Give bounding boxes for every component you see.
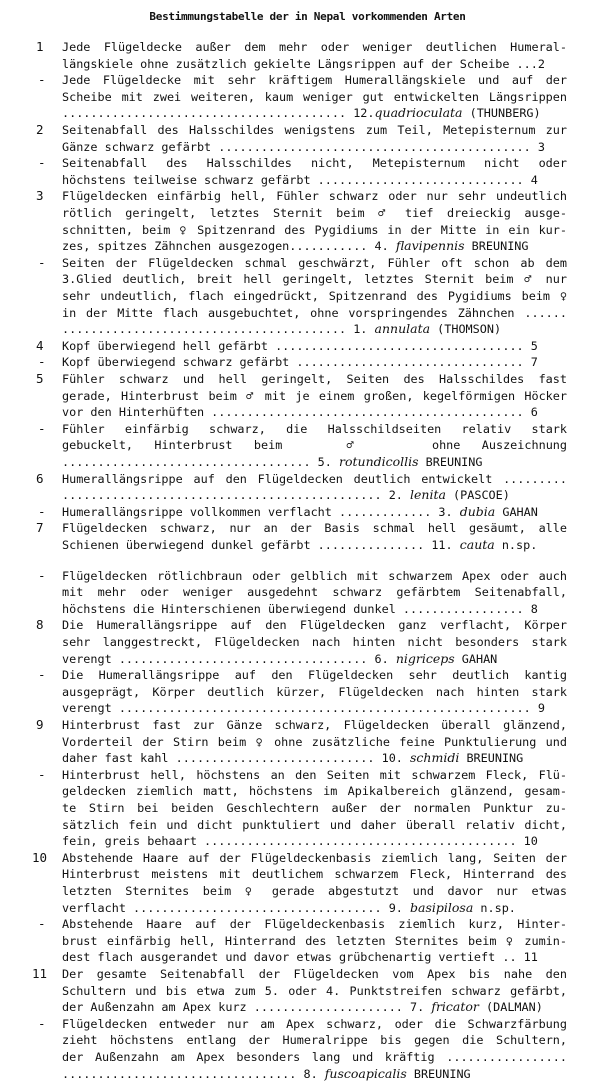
- text-line: [62, 105, 567, 122]
- text-line: [62, 338, 567, 355]
- couplet-number: -: [38, 567, 46, 583]
- text-line: [62, 388, 567, 405]
- line-text: Hinterbrust meistens mit deutlichem schwarzem Fleck, Hinterrand des: [62, 867, 567, 882]
- line-text: Fühler schwarz und hell geringelt, Seiten des Halsschildes fast: [62, 372, 567, 386]
- line-text: fein, greis behaart ............................................ 10: [62, 834, 538, 849]
- text-line: [62, 700, 567, 717]
- couplet-number: 8: [36, 617, 44, 633]
- couplet-text: [62, 39, 567, 72]
- text-line: [62, 172, 567, 189]
- couplet-number: -: [38, 254, 46, 270]
- text-line: [62, 999, 567, 1016]
- couplet-text: [62, 617, 567, 667]
- species-name: fricator: [431, 999, 479, 1015]
- text-line: [62, 56, 567, 73]
- line-text: Jede Flügeldecke mit sehr kräftigem Humerallängskiele und auf der: [62, 73, 567, 88]
- page-title: Bestimmungstabelle der in Nepal vorkommenden Arten: [149, 10, 466, 23]
- couplet-text: [62, 255, 567, 338]
- line-text: verengt ................................... 6.: [62, 651, 396, 666]
- text-line: [62, 1049, 567, 1066]
- text-line: [62, 255, 567, 272]
- couplet-text: [62, 568, 567, 618]
- line-text: brust einfärbig hell, Hinterrand des letzten Sternites beim ♀ zumin-: [62, 933, 567, 948]
- line-text: Flügeldecken schwarz, nur an der Basis schmal hell gesäumt, alle: [62, 521, 567, 536]
- couplet-number: 6: [36, 470, 44, 486]
- text-line: [62, 222, 567, 239]
- text-line: [62, 717, 567, 734]
- author-name: GAHAN: [454, 651, 498, 666]
- line-text: ausgeprägt, Körper deutlich kürzer, Flügeldecken nach hinten stark: [62, 684, 567, 699]
- line-text: Jede Flügeldecke außer dem mehr oder weniger deutlichen Humeral-: [62, 40, 567, 54]
- line-text: Die Humerallängsrippe auf den Flügeldecken ganz verflacht, Körper: [62, 618, 567, 633]
- author-name: BREUNING: [418, 454, 483, 469]
- species-name: basipilosa: [410, 899, 474, 915]
- text-line: [62, 188, 567, 205]
- text-line: [62, 354, 567, 371]
- line-text: gerade, Hinterbrust beim ♂ mit je einem großen, kegelförmigen Höcker: [62, 388, 567, 403]
- couplet-text: [62, 717, 567, 767]
- couplet-text: [62, 504, 567, 521]
- couplet-number: -: [38, 1015, 46, 1031]
- line-text: der Außenzahn am Apex besonders lang und kräftig .................: [62, 1049, 567, 1064]
- line-text: 3.Glied deutlich, breit hell geringelt, letztes Sternit beim ♂ nur: [62, 272, 567, 287]
- line-text: gebuckelt, Hinterbrust beim ♂ ohne Auszeichnung: [62, 438, 567, 453]
- text-line: [62, 584, 567, 601]
- text-line: [62, 454, 567, 471]
- text-line: [62, 817, 567, 834]
- text-line: [62, 617, 567, 634]
- line-text: te Stirn bei beiden Geschlechtern außer der normalen Punktur zu-: [62, 800, 567, 815]
- text-line: [62, 783, 567, 800]
- line-text: rötlich geringelt, letztes Sternit beim ♂ tief dreieckig ausge-: [62, 205, 567, 220]
- text-line: [62, 139, 567, 156]
- text-line: [62, 271, 567, 288]
- species-name: cauta: [459, 536, 495, 552]
- line-text: Gänze schwarz gefärbt ............................................ 3: [62, 139, 545, 154]
- author-name: GAHAN: [495, 504, 538, 519]
- line-text: sehr langgestreckt, Flügeldecken nach hinten nicht besonders stark: [62, 634, 567, 649]
- text-line: [62, 651, 567, 668]
- species-name: lenita: [410, 487, 446, 503]
- species-name: nigriceps: [395, 650, 455, 666]
- line-text: vor den Hinterhüften ............................................ 6: [62, 405, 538, 420]
- line-text: Abstehende Haare auf der Flügeldeckenbasis ziemlich kurz, Hinter-: [62, 917, 567, 932]
- text-line: [62, 933, 567, 950]
- line-text: geldecken ziemlich matt, höchstens im Apikalbereich glänzend, gesam-: [62, 784, 567, 799]
- author-name: (DALMAN): [478, 1000, 543, 1015]
- text-line: [62, 568, 567, 585]
- author-name: BREUNING: [406, 1066, 471, 1081]
- text-line: [62, 39, 567, 56]
- line-text: der Außenzahn am Apex kurz ..................... 7.: [62, 1000, 432, 1015]
- couplet-number: -: [38, 155, 46, 171]
- text-line: [62, 634, 567, 651]
- line-text: ........................................ 12.: [62, 106, 375, 121]
- text-line: [62, 1066, 567, 1082]
- couplet-number: 3: [36, 188, 44, 204]
- line-text: Fühler einfärbig schwarz, die Halsschildseiten relativ stark: [62, 421, 567, 436]
- line-text: verflacht ................................... 9.: [62, 900, 411, 915]
- author-name: (PASCOE): [445, 488, 510, 503]
- couplet-text: [62, 421, 567, 471]
- text-line: [62, 601, 567, 618]
- text-line: [62, 288, 567, 305]
- text-line: [62, 866, 567, 883]
- text-line: [62, 371, 567, 388]
- text-line: [62, 916, 567, 933]
- couplet-number: -: [38, 503, 46, 519]
- couplet-number: 9: [36, 717, 44, 732]
- text-line: [62, 667, 567, 684]
- line-text: Der gesamte Seitenabfall der Flügeldecken vom Apex bis nahe den: [62, 967, 567, 981]
- couplet-number: 4: [36, 337, 44, 353]
- author-name: BREUNING: [459, 751, 524, 766]
- text-line: [62, 966, 567, 983]
- species-name: rotundicollis: [339, 453, 419, 469]
- text-line: [62, 321, 567, 338]
- couplet-number: 1: [36, 39, 44, 54]
- couplet-text: [62, 916, 567, 966]
- line-text: Scheibe mit zwei weiteren, kaum weniger gut entwickelten Längsrippen: [62, 89, 567, 104]
- couplet-text: [62, 155, 567, 188]
- author-name: (THUNBERG): [462, 106, 541, 121]
- text-line: [62, 238, 567, 255]
- text-line: [62, 437, 567, 454]
- text-line: [62, 404, 567, 421]
- text-line: [62, 504, 567, 521]
- line-text: Seiten der Flügeldecken schmal geschwärzt, Fühler oft schon ab dem: [62, 255, 567, 270]
- text-line: [62, 421, 567, 438]
- couplet-number: -: [38, 420, 46, 436]
- text-line: [62, 89, 567, 106]
- text-line: [62, 949, 567, 966]
- line-text: Humerallängsrippe auf den Flügeldecken deutlich entwickelt .........: [62, 471, 567, 486]
- line-text: Kopf überwiegend hell gefärbt ................................... 5: [62, 338, 538, 353]
- couplet-number: -: [38, 766, 46, 782]
- couplet-number: -: [38, 354, 46, 370]
- couplet-text: [62, 122, 567, 155]
- text-line: [62, 72, 567, 89]
- line-text: längskiele ohne zusätzlich gekielte Längsrippen auf der Scheibe ...2: [62, 56, 545, 71]
- couplet-text: [62, 188, 567, 254]
- line-text: zes, spitzes Zähnchen ausgezogen........... 4.: [62, 239, 396, 254]
- text-line: [62, 471, 567, 488]
- line-text: Seitenabfall des Halsschildes wenigstens zum Teil, Metepisternum zur: [62, 123, 567, 137]
- line-text: schnitten, beim ♀ Spitzenrand des Pygidiums in der Mitte in ein kur-: [62, 222, 567, 237]
- text-line: [62, 767, 567, 784]
- line-text: in der Mitte flach ausgebuchtet, ohne vorspringendes Zähnchen ......: [62, 305, 567, 320]
- line-text: ............................................. 2.: [62, 488, 411, 503]
- line-text: ................................... 5.: [62, 454, 339, 469]
- line-text: Vorderteil der Stirn beim ♀ ohne zusätzliche feine Punktulierung und: [62, 734, 567, 749]
- couplet-text: [62, 520, 567, 553]
- text-line: [62, 1032, 567, 1049]
- couplet-number: 7: [36, 520, 44, 536]
- species-name: quadrioculata: [374, 105, 463, 121]
- line-text: verengt .......................................................... 9: [62, 701, 545, 716]
- couplet-number: 5: [36, 371, 44, 386]
- species-name: flavipennis: [395, 238, 465, 254]
- text-line: [62, 122, 567, 139]
- line-text: Hinterbrust fast zur Gänze schwarz, Flügeldecken überall glänzend,: [62, 718, 567, 732]
- line-text: zieht höchstens entlang der Humeralrippe bis gegen die Schultern,: [62, 1033, 567, 1048]
- couplet-text: [62, 966, 567, 1016]
- couplet-number: 11: [32, 966, 48, 981]
- species-name: fuscoapicalis: [324, 1065, 407, 1081]
- couplet-number: -: [38, 72, 46, 88]
- line-text: höchstens die Hinterschienen überwiegend dunkel ................. 8: [62, 601, 538, 616]
- text-line: [62, 155, 567, 172]
- couplet-text: [62, 371, 567, 421]
- line-text: Flügeldecken einfärbig hell, Fühler schwarz oder nur sehr undeutlich: [62, 189, 567, 204]
- couplet-text: [62, 338, 567, 355]
- line-text: Humerallängsrippe vollkommen verflacht ............. 3.: [62, 504, 460, 519]
- text-line: [62, 1016, 567, 1033]
- line-text: sätzlich fein und dicht punktuliert und daher überall relativ dicht,: [62, 817, 567, 832]
- couplet-text: [62, 1016, 567, 1082]
- author-name: (THOMSON): [430, 322, 502, 337]
- text-line: [62, 900, 567, 917]
- line-text: Flügeldecken rötlichbraun oder gelblich mit schwarzem Apex oder auch: [62, 568, 567, 583]
- text-line: [62, 983, 567, 1000]
- line-text: höchstens teilweise schwarz gefärbt ............................. 4: [62, 172, 538, 187]
- text-line: [62, 850, 567, 867]
- line-text: Hinterbrust hell, höchstens an den Seiten mit schwarzem Fleck, Flü-: [62, 767, 567, 782]
- line-text: Die Humerallängsrippe auf den Flügeldecken sehr deutlich kantig: [62, 668, 567, 683]
- text-line: [62, 883, 567, 900]
- line-text: mit mehr oder weniger ausgedehnt schwarz gefärbtem Seitenabfall,: [62, 585, 567, 600]
- line-text: ........................................ 1.: [62, 322, 375, 337]
- couplet-number: 2: [36, 122, 44, 137]
- author-name: BREUNING: [464, 239, 529, 254]
- text-line: [62, 520, 567, 537]
- couplet-text: [62, 72, 567, 122]
- line-text: Schienen überwiegend dunkel gefärbt ............... 11.: [62, 537, 460, 552]
- text-line: [62, 205, 567, 222]
- line-text: letzten Sternites beim ♀ gerade abgestutzt und davor nur etwas: [62, 883, 567, 898]
- species-name: dubia: [459, 503, 496, 519]
- line-text: Flügeldecken entweder nur am Apex schwarz, oder die Schwarzfärbung: [62, 1016, 567, 1031]
- text-line: [62, 833, 567, 850]
- author-name: n.sp.: [473, 900, 516, 915]
- line-text: Seitenabfall des Halsschildes nicht, Metepisternum nicht oder: [62, 156, 567, 171]
- line-text: Abstehende Haare auf der Flügeldeckenbasis ziemlich lang, Seiten der: [62, 850, 567, 865]
- line-text: daher fast kahl ............................ 10.: [62, 751, 411, 766]
- text-line: [62, 800, 567, 817]
- text-line: [62, 734, 567, 751]
- couplet-text: [62, 354, 567, 371]
- line-text: sehr undeutlich, flach eingedrückt, Spitzenrand des Pygidiums beim ♀: [62, 288, 567, 303]
- line-text: Schultern und bis etwa zum 5. oder 4. Punktstreifen schwarz gefärbt,: [62, 983, 567, 998]
- couplet-text: [62, 767, 567, 850]
- couplet-number: -: [38, 916, 46, 932]
- couplet-number: -: [38, 667, 46, 683]
- text-line: [62, 305, 567, 322]
- text-line: [62, 487, 567, 504]
- line-text: ................................. 8.: [62, 1066, 325, 1081]
- species-name: schmidi: [410, 750, 460, 766]
- text-line: [62, 750, 567, 767]
- couplet-text: [62, 471, 567, 504]
- line-text: Kopf überwiegend schwarz gefärbt ................................ 7: [62, 355, 538, 370]
- species-name: annulata: [374, 321, 431, 337]
- couplet-number: 10: [32, 849, 48, 865]
- couplet-text: [62, 850, 567, 916]
- text-line: [62, 537, 567, 554]
- author-name: n.sp.: [494, 537, 538, 552]
- text-line: [62, 684, 567, 701]
- line-text: dest flach ausgerandet und davor etwas grübchenartig vertieft .. 11: [62, 950, 538, 965]
- couplet-text: [62, 667, 567, 717]
